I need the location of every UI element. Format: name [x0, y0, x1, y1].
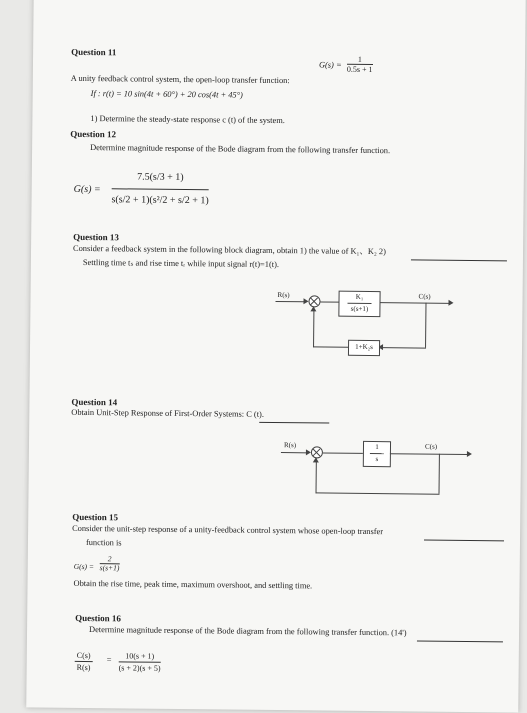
q13-output-arrow: [448, 300, 453, 306]
q16-lhs-num: C(s): [75, 650, 93, 662]
q13-sum-to-block-line: [321, 301, 339, 302]
q11-gs-lhs: G(s) =: [318, 60, 342, 70]
q13-forward-num: K₁: [347, 292, 371, 304]
q11-title: Question 11: [71, 46, 117, 58]
q11-gs-num: 1: [347, 55, 373, 65]
q13-output-line: [379, 302, 449, 304]
q14-output-line: [390, 453, 468, 455]
q15-gs-den: s(s+1): [99, 563, 120, 573]
q12-num: 7.5(s/3 + 1): [112, 166, 209, 190]
q13-title: Question 13: [73, 231, 119, 243]
q13-feedback-top-line: [382, 347, 426, 348]
q14-underline: [259, 422, 329, 424]
q16-underline: [417, 640, 503, 642]
q15-title: Question 15: [72, 511, 119, 523]
q12-den: s(s/2 + 1)(s²/2 + s/2 + 1): [111, 194, 209, 207]
q13-underline: [411, 259, 507, 261]
q14-forward-block: [363, 441, 391, 467]
q13-line1: Consider a feedback system in the following block diagram, obtain 1) the value of K₁、K₂ 2): [73, 243, 386, 257]
q15-underline: [424, 540, 504, 542]
q14-feedback-right-line: [439, 454, 440, 494]
q16-lhs-den: R(s): [76, 662, 91, 673]
q14-feedback-up-arrow: [313, 457, 319, 462]
q15-gs-fraction: [100, 555, 120, 572]
q15-line3: Obtain the rise time, peak time, maximum overshoot, and settling time.: [73, 578, 313, 591]
q16-line1: Determine magnitude response of the Bode diagram from the following transfer function. (14'): [89, 625, 407, 638]
q12-line1: Determine magnitude response of the Bode diagram from the following transfer function.: [90, 143, 391, 156]
q15-gs-lhs: G(s) =: [73, 561, 95, 572]
q14-output-label: C(s): [424, 442, 438, 451]
q16-lhs-fraction: [75, 650, 93, 673]
q12-title: Question 12: [70, 128, 117, 140]
q13-feedback-block: 1+K₂s: [348, 340, 380, 356]
exam-sheet: [26, 0, 526, 713]
q15-gs-num: 2: [100, 555, 120, 564]
q14-block-num: 1: [370, 442, 384, 454]
q14-line1: Obtain Unit-Step Response of First-Order Systems: C (t).: [71, 407, 264, 419]
q14-block-den: s: [375, 455, 379, 464]
q11-line1: A unity feedback control system, the open-loop transfer function:: [70, 73, 290, 86]
q16-equals: =: [106, 655, 112, 665]
q11-line2: If : r(t) = 10 sin(4t + 60°) + 20 cos(4t + 45°): [90, 89, 243, 100]
q14-feedback-bottom-line: [316, 492, 440, 494]
q16-rhs-fraction: [119, 650, 161, 673]
q12-lhs: G(s) =: [73, 183, 101, 196]
q13-forward-block: [338, 291, 380, 317]
q14-sum-to-block-line: [323, 452, 363, 453]
q16-rhs-den: (s + 2)(s + 5): [118, 663, 161, 673]
q13-forward-den: s(s+1): [350, 304, 369, 313]
q13-feedback-bottom-line: [313, 346, 348, 347]
q13-feedback-right-line: [425, 303, 426, 348]
q13-feedback-left-line: [313, 307, 314, 347]
q15-line1: Consider the unit-step response of a unity-feedback control system whose open-loop transfer: [72, 523, 384, 537]
q14-title: Question 14: [71, 396, 118, 408]
q11-gs-den: 0.5s + 1: [346, 64, 373, 74]
q11-line3: 1) Determine the steady-state response c (t) of the system.: [90, 114, 285, 126]
q11-gs-fraction: [347, 55, 373, 74]
q13-input-label: R(s): [277, 291, 290, 300]
q13-feedback-up-arrow: [310, 306, 316, 311]
q14-output-arrow: [467, 451, 472, 457]
q16-rhs-num: 10(s + 1): [119, 650, 161, 662]
q14-input-label: R(s): [283, 441, 297, 450]
q13-output-label: C(s): [418, 292, 431, 301]
q14-feedback-left-line: [316, 458, 317, 493]
q14-input-line: [281, 452, 308, 453]
q13-line2: Settling time tₛ and rise time tᵣ while input signal r(t)=1(t).: [82, 257, 280, 270]
q15-line2: function is: [85, 538, 122, 548]
q13-input-line: [276, 301, 306, 302]
q12-fraction: [111, 166, 209, 212]
q16-title: Question 16: [75, 612, 121, 624]
